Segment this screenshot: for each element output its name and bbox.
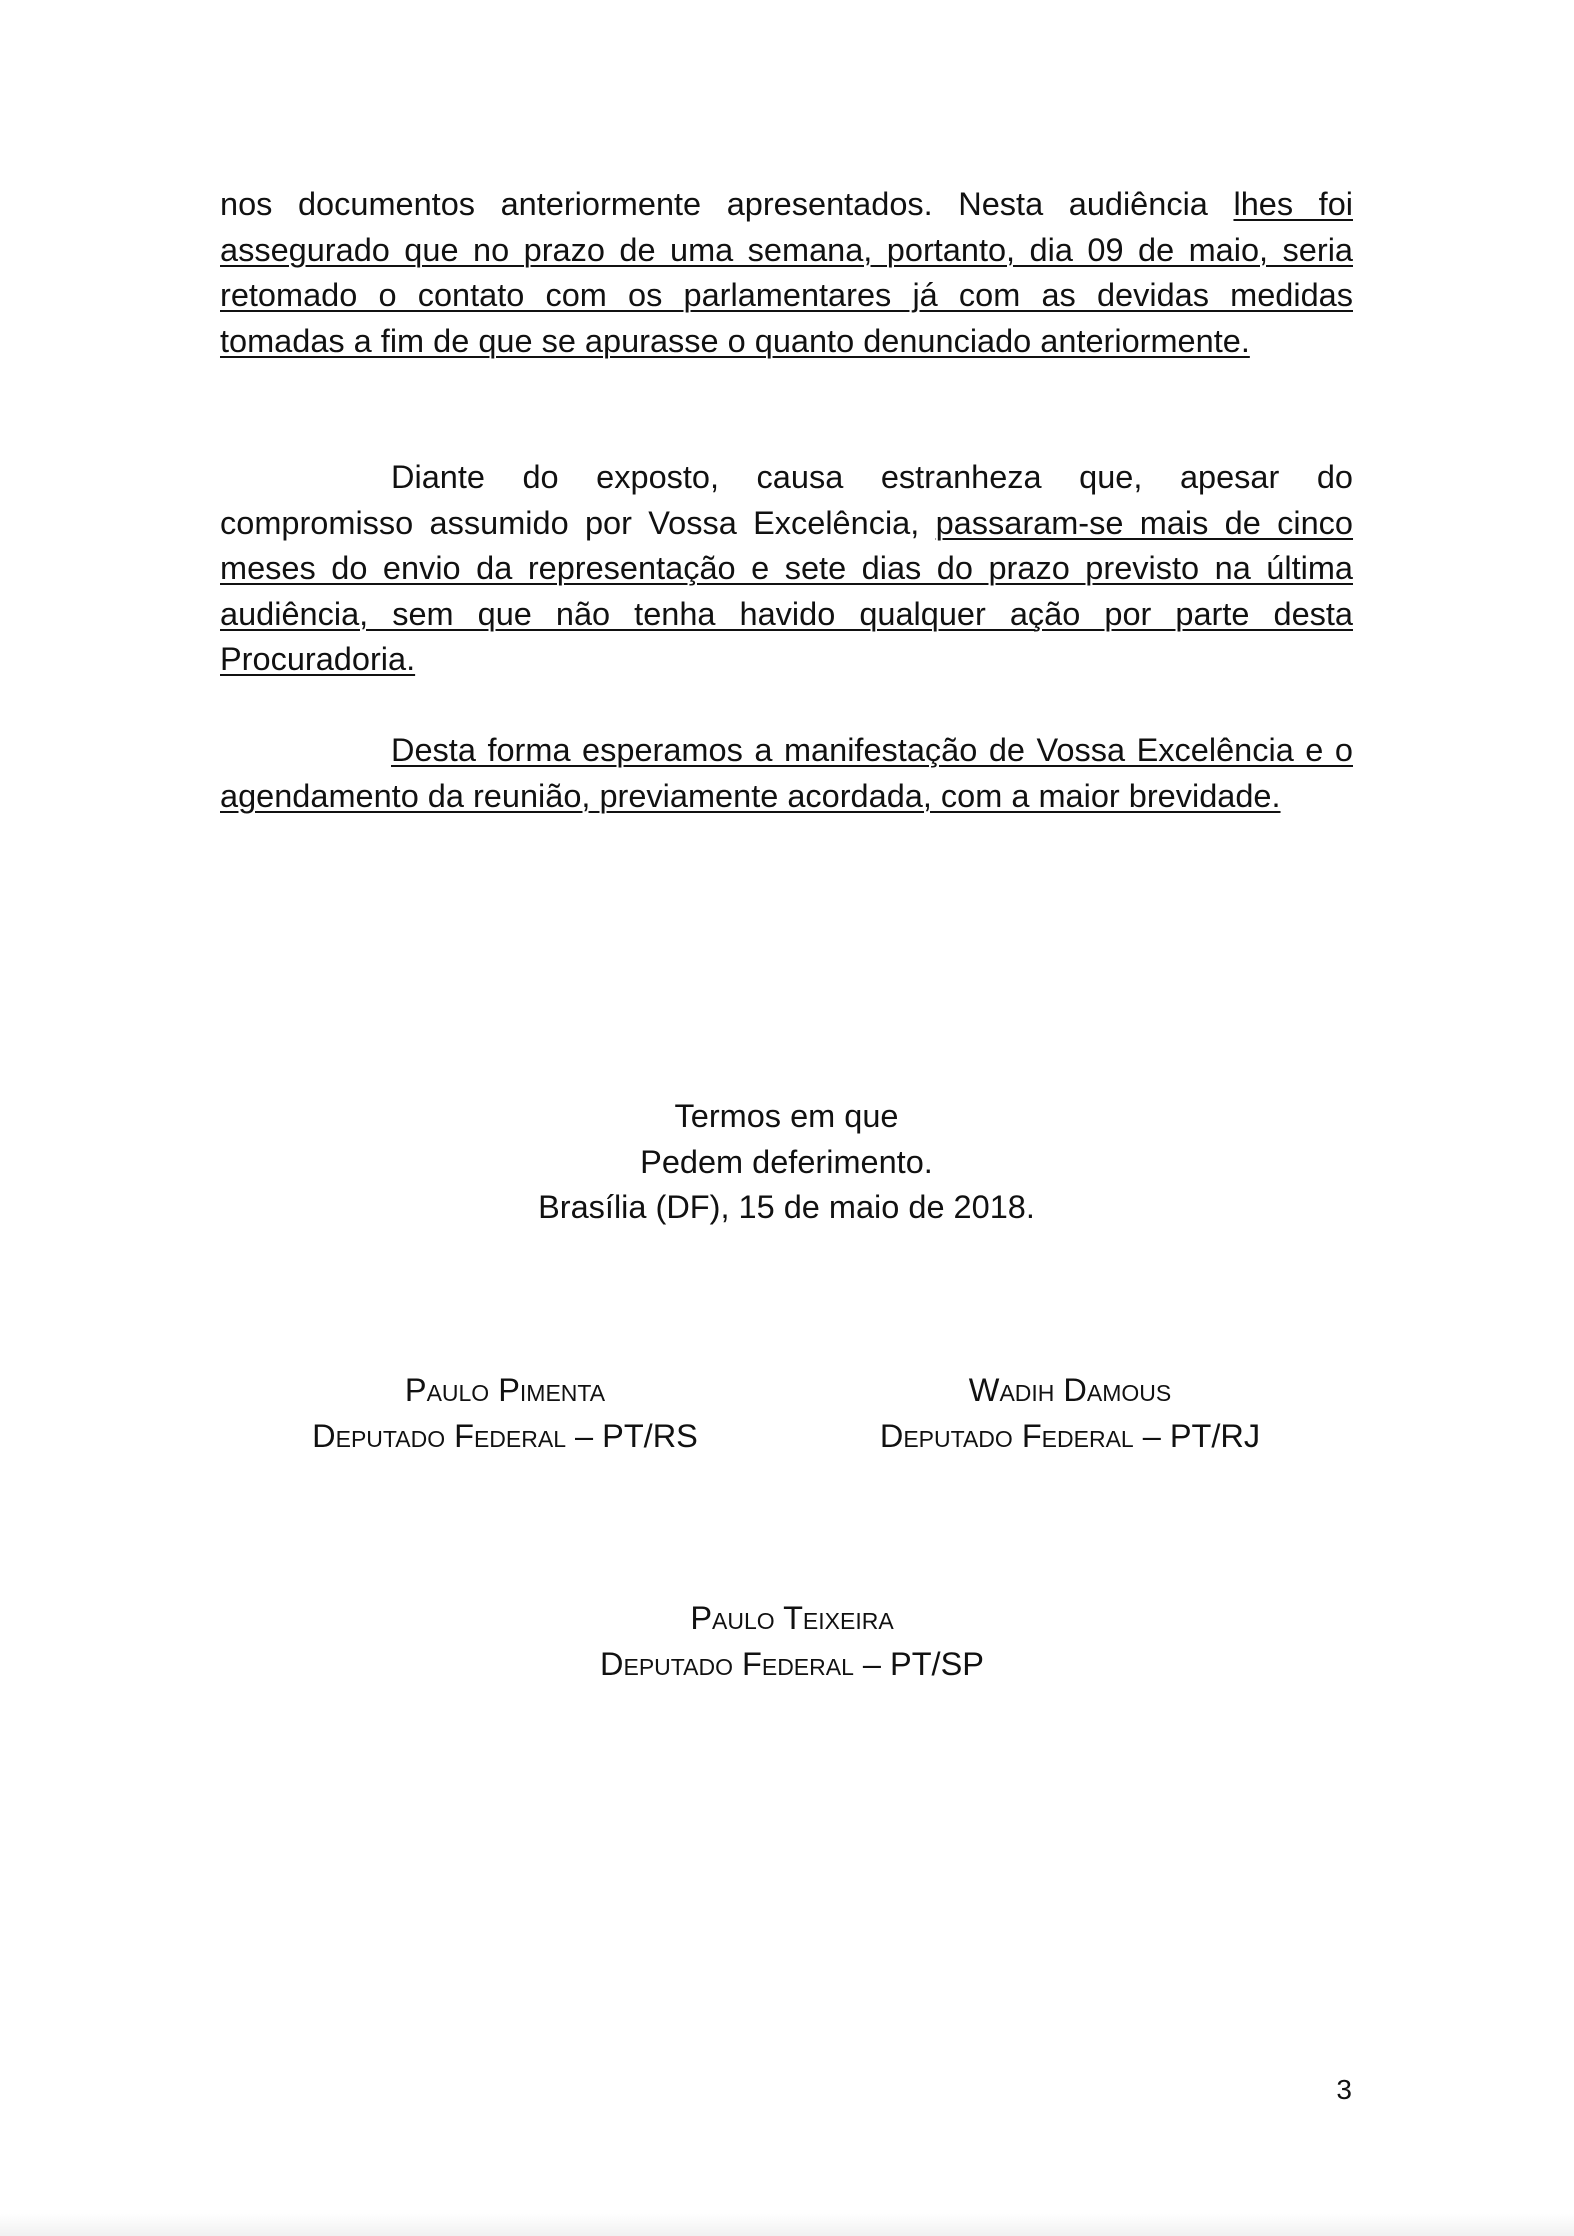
paragraph-exposure-text: Diante do exposto, causa estranheza que, apesar do compromisso assumido por Vossa Excelência, [220, 459, 1353, 541]
signature-name: Paulo Pimenta [404, 1372, 606, 1408]
signature-name: Paulo Teixeira [690, 1600, 894, 1636]
closing-line-request: Pedem deferimento. [640, 1143, 933, 1180]
signature-paulo-teixeira [567, 1596, 1017, 1687]
paragraph-exposure [220, 455, 1353, 683]
closing-line-terms: Termos em que [674, 1098, 899, 1134]
paragraph-hearing-underlined: lhes foi assegurado que no prazo de uma semana, portanto, dia 09 de maio, seria retomado o contato com os parlamentares já com as devidas medidas tomadas a fim de que se apurasse o quanto denunciado anteriormente. [220, 186, 1353, 359]
signature-role: Deputado Federal – PT/RJ [879, 1417, 1261, 1454]
paragraph-request [220, 728, 1353, 819]
signature-wadih-damous [845, 1368, 1295, 1459]
closing-block [220, 1094, 1353, 1231]
page-number: 3 [1336, 2074, 1352, 2105]
signature-name: Wadih Damous [968, 1372, 1172, 1408]
page-bottom-edge [0, 2214, 1574, 2236]
paragraph-request-underlined: Desta forma esperamos a manifestação de Vossa Excelência e o agendamento da reunião, previamente acordada, com a maior brevidade. [220, 732, 1353, 814]
signature-paulo-pimenta [280, 1368, 730, 1459]
signature-role: Deputado Federal – PT/RS [312, 1417, 698, 1454]
signature-role: Deputado Federal – PT/SP [600, 1645, 984, 1682]
document-body [220, 182, 1353, 819]
paragraph-hearing-text: nos documentos anteriormente apresentados. Nesta audiência [220, 186, 1234, 222]
paragraph-hearing [220, 182, 1353, 364]
closing-line-date: Brasília (DF), 15 de maio de 2018. [538, 1189, 1035, 1225]
paragraph-exposure-underlined: passaram-se mais de cinco meses do envio da representação e sete dias do prazo previsto na última audiência, sem que não tenha havido qualquer ação por parte desta Procuradoria. [220, 504, 1354, 677]
